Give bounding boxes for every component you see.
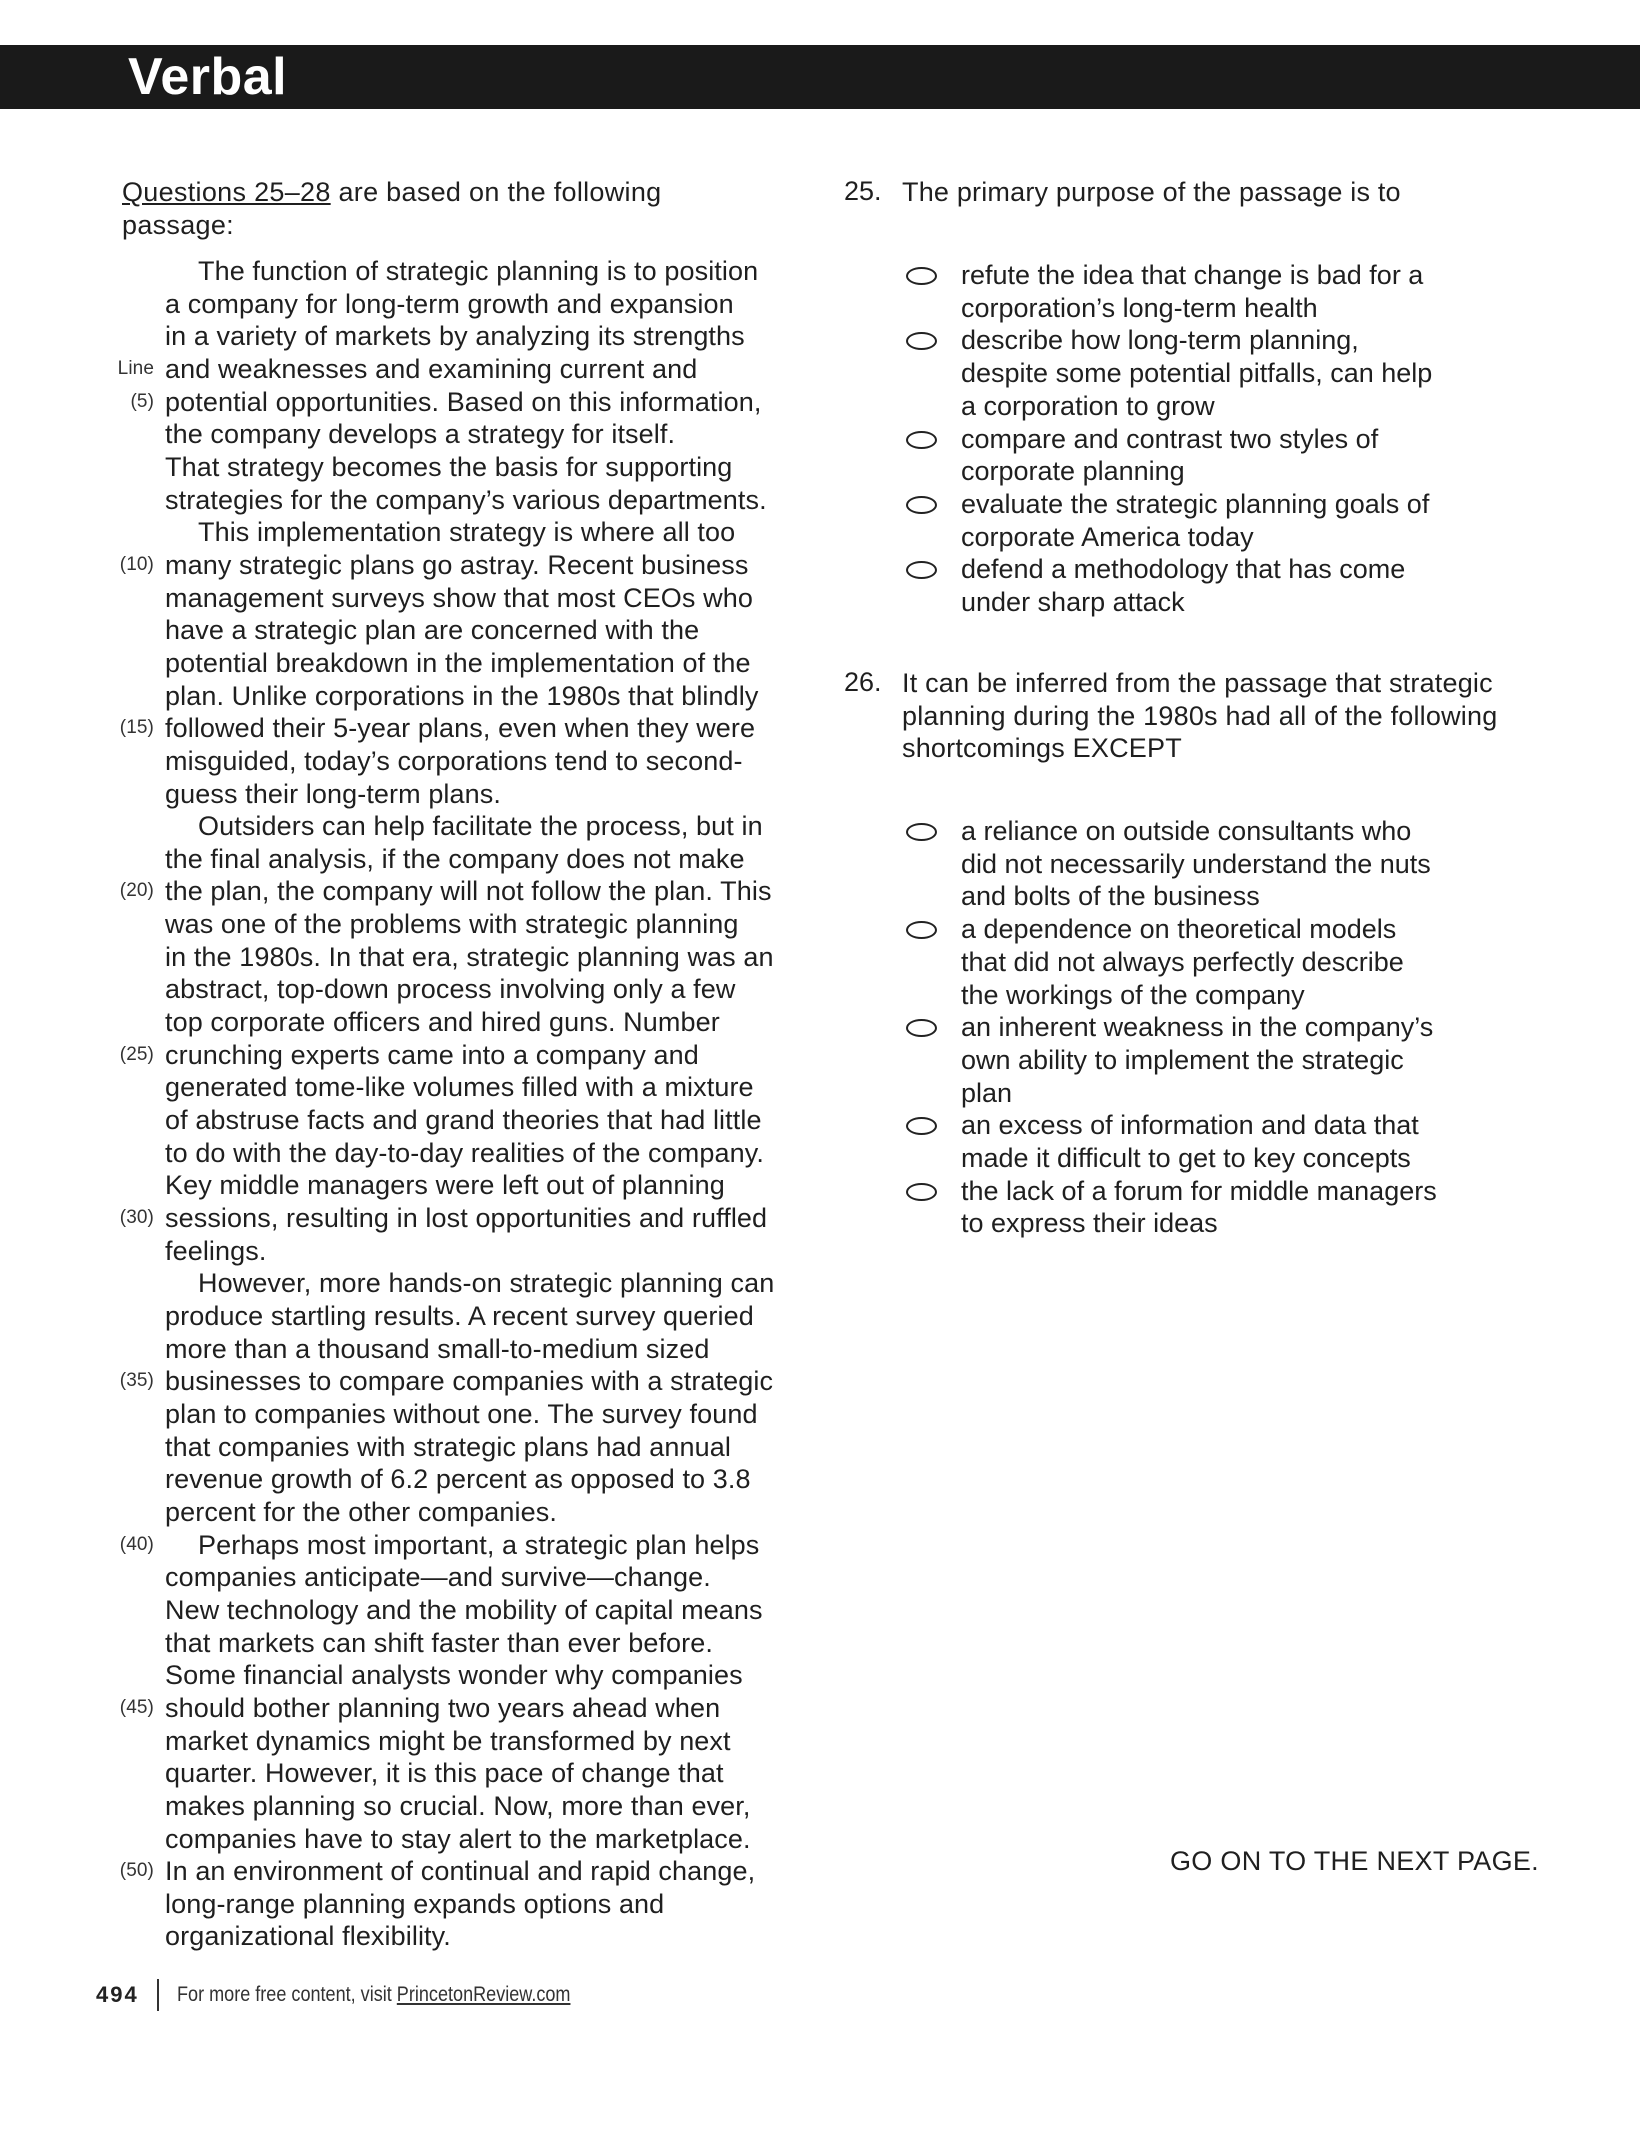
passage-text: crunching experts came into a company and [165, 1039, 699, 1070]
passage-text: the company develops a strategy for itself. [165, 419, 676, 450]
passage-line [0, 1692, 820, 1725]
passage-text: percent for the other companies. [165, 1496, 557, 1527]
answer-choice[interactable] [906, 1011, 1466, 1109]
passage-line [0, 1431, 820, 1464]
passage-text: followed their 5-year plans, even when they were [165, 713, 756, 744]
answer-choice[interactable] [906, 259, 1466, 324]
passage-line [0, 353, 820, 386]
passage-text: to do with the day-to-day realities of the company. [165, 1137, 764, 1168]
passage-line [0, 1333, 820, 1366]
passage-text: the final analysis, if the company does not make [165, 843, 745, 874]
line-number: (40) [119, 1533, 154, 1555]
passage-line [0, 1300, 820, 1333]
passage-intro [122, 176, 722, 242]
passage-line [0, 1235, 820, 1268]
passage-text: revenue growth of 6.2 percent as opposed to 3.8 [165, 1464, 751, 1495]
question-26-choices [906, 815, 1466, 1240]
passage-line [0, 1529, 820, 1562]
passage-text: quarter. However, it is this pace of change that [165, 1758, 724, 1789]
answer-bubble-icon[interactable] [906, 332, 937, 350]
answer-bubble-icon[interactable] [906, 823, 937, 841]
passage-line [0, 810, 820, 843]
question-25-number: 25. [844, 176, 882, 206]
passage-line [0, 1463, 820, 1496]
line-number: (25) [119, 1043, 154, 1065]
passage-line [0, 1039, 820, 1072]
passage-line [0, 451, 820, 484]
passage-line [0, 1169, 820, 1202]
passage-text: New technology and the mobility of capital means [165, 1594, 763, 1625]
passage-line [0, 484, 820, 517]
answer-bubble-icon[interactable] [906, 561, 937, 579]
answer-choice[interactable] [906, 1109, 1466, 1174]
princeton-review-link[interactable]: PrincetonReview.com [396, 1983, 571, 2006]
passage-text: abstract, top-down process involving only a few [165, 974, 736, 1005]
intro-text: are based on the following passage: [122, 177, 662, 240]
passage-text: Outsiders can help facilitate the process, but in [198, 811, 763, 842]
passage-line [0, 680, 820, 713]
answer-bubble-icon[interactable] [906, 496, 937, 514]
line-number: (15) [119, 717, 154, 739]
passage-text: This implementation strategy is where all too [198, 517, 736, 548]
passage-line [0, 647, 820, 680]
passage-text: many strategic plans go astray. Recent business [165, 549, 749, 580]
section-header-bar [0, 45, 1640, 109]
passage-line [0, 1888, 820, 1921]
line-number: (30) [119, 1207, 154, 1229]
passage-line [0, 288, 820, 321]
passage-line [0, 1627, 820, 1660]
answer-choice-text: a reliance on outside consultants who did not necessarily understand the nuts and bolts of the business [961, 816, 1431, 912]
answer-choice[interactable] [906, 1175, 1466, 1240]
answer-bubble-icon[interactable] [906, 431, 937, 449]
passage-line [0, 582, 820, 615]
passage-text: Some financial analysts wonder why companies [165, 1660, 743, 1691]
answer-bubble-icon[interactable] [906, 921, 937, 939]
passage-text: Perhaps most important, a strategic plan helps [198, 1529, 760, 1560]
footer-divider [157, 1979, 159, 2011]
line-number: (10) [119, 553, 154, 575]
passage-text: guess their long-term plans. [165, 778, 501, 809]
passage-text: more than a thousand small-to-medium sized [165, 1333, 710, 1364]
answer-choice-text: a dependence on theoretical models that did not always perfectly describe the workings of the company [961, 914, 1404, 1010]
answer-bubble-icon[interactable] [906, 1183, 937, 1201]
page-number: 494 [96, 1982, 139, 2007]
answer-choice[interactable] [906, 324, 1466, 422]
answer-choice[interactable] [906, 488, 1466, 553]
passage-text: and weaknesses and examining current and [165, 353, 698, 384]
passage-text: makes planning so crucial. Now, more than ever, [165, 1790, 751, 1821]
passage-line [0, 418, 820, 451]
passage-text: a company for long-term growth and expansion [165, 288, 734, 319]
line-number: (50) [119, 1860, 154, 1882]
passage-text: in a variety of markets by analyzing its strengths [165, 321, 745, 352]
passage-text: was one of the problems with strategic planning [165, 909, 739, 940]
passage-line [0, 1496, 820, 1529]
answer-choice-text: defend a methodology that has come under sharp attack [961, 554, 1406, 618]
passage-text: long-range planning expands options and [165, 1888, 665, 1919]
passage-text: sessions, resulting in lost opportunities and ruffled [165, 1203, 768, 1234]
passage-line [0, 1006, 820, 1039]
passage-text: should bother planning two years ahead when [165, 1692, 721, 1723]
passage-text: plan. Unlike corporations in the 1980s that blindly [165, 680, 759, 711]
answer-choice[interactable] [906, 815, 1466, 913]
passage-line [0, 614, 820, 647]
passage-line [0, 1202, 820, 1235]
answer-choice[interactable] [906, 423, 1466, 488]
passage-line [0, 875, 820, 908]
passage-text: However, more hands-on strategic planning can [198, 1268, 775, 1299]
answer-bubble-icon[interactable] [906, 267, 937, 285]
passage-line [0, 1561, 820, 1594]
line-number: Line [117, 357, 154, 379]
passage-text: top corporate officers and hired guns. Number [165, 1007, 720, 1038]
answer-choice-text: an inherent weakness in the company’s own ability to implement the strategic plan [961, 1012, 1434, 1108]
passage-text: have a strategic plan are concerned with the [165, 615, 700, 646]
passage-text: market dynamics might be transformed by next [165, 1725, 731, 1756]
passage-text: plan to companies without one. The survey found [165, 1398, 758, 1429]
line-number: (5) [130, 390, 154, 412]
passage-text: companies anticipate—and survive—change. [165, 1562, 711, 1593]
passage-line [0, 1594, 820, 1627]
passage-line [0, 1920, 820, 1953]
passage-line [0, 1757, 820, 1790]
question-25-stem: The primary purpose of the passage is to [902, 177, 1401, 207]
reading-passage [0, 255, 820, 1953]
passage-text: management surveys show that most CEOs who [165, 582, 753, 613]
passage-text: potential opportunities. Based on this information, [165, 386, 762, 417]
passage-text: that markets can shift faster than ever before. [165, 1627, 713, 1658]
passage-line [0, 973, 820, 1006]
passage-text: the plan, the company will not follow the plan. This [165, 876, 772, 907]
questions-reference: Questions 25–28 [122, 177, 331, 207]
passage-text: feelings. [165, 1235, 267, 1266]
page-footer [96, 1978, 634, 2012]
answer-choice-text: compare and contrast two styles of corporate planning [961, 423, 1379, 487]
passage-line [0, 1137, 820, 1170]
passage-line [0, 843, 820, 876]
answer-bubble-icon[interactable] [906, 1019, 937, 1037]
passage-text: potential breakdown in the implementation of the [165, 647, 751, 678]
passage-line [0, 1725, 820, 1758]
section-title: Verbal [128, 48, 288, 106]
answer-choice-text: refute the idea that change is bad for a corporation’s long-term health [961, 260, 1424, 323]
passage-text: That strategy becomes the basis for supporting [165, 451, 733, 482]
passage-text: generated tome-like volumes filled with a mixture [165, 1072, 754, 1103]
passage-text: produce startling results. A recent survey queried [165, 1301, 754, 1331]
passage-text: Key middle managers were left out of planning [165, 1170, 725, 1201]
answer-choice-text: the lack of a forum for middle managers to express their ideas [961, 1175, 1437, 1239]
passage-text: companies have to stay alert to the marketplace. [165, 1823, 751, 1854]
answer-choice-text: an excess of information and data that made it difficult to get to key concepts [961, 1110, 1419, 1174]
passage-text: In an environment of continual and rapid change, [165, 1856, 756, 1887]
passage-line [0, 712, 820, 745]
passage-text: The function of strategic planning is to position [198, 256, 759, 286]
question-26-stem: It can be inferred from the passage that strategic planning during the 1980s had all of the following shortcomings EXCEPT [902, 668, 1498, 764]
passage-line [0, 1267, 820, 1300]
passage-text: in the 1980s. In that era, strategic planning was an [165, 941, 774, 972]
passage-line [0, 386, 820, 419]
passage-line [0, 1104, 820, 1137]
passage-line [0, 1659, 820, 1692]
answer-choice[interactable] [906, 913, 1466, 1011]
passage-line [0, 941, 820, 974]
line-number: (45) [119, 1696, 154, 1718]
question-25-choices [906, 259, 1466, 619]
line-number: (35) [119, 1370, 154, 1392]
passage-text: organizational flexibility. [165, 1921, 451, 1952]
footer-text: For more free content, visit PrincetonReview.com [176, 1983, 571, 2006]
line-number: (20) [119, 880, 154, 902]
passage-text: that companies with strategic plans had annual [165, 1431, 731, 1462]
passage-line [0, 549, 820, 582]
passage-line [0, 320, 820, 353]
passage-line [0, 1071, 820, 1104]
passage-line [0, 1823, 820, 1856]
passage-line [0, 255, 820, 288]
passage-line [0, 1790, 820, 1823]
passage-line [0, 1365, 820, 1398]
answer-choice-text: describe how long-term planning, despite some potential pitfalls, can help a corporation to grow [961, 325, 1433, 421]
question-26-number: 26. [844, 667, 882, 697]
passage-text: of abstruse facts and grand theories that had little [165, 1105, 762, 1136]
answer-choice[interactable] [906, 553, 1466, 618]
answer-bubble-icon[interactable] [906, 1117, 937, 1135]
passage-line [0, 1855, 820, 1888]
passage-text: strategies for the company’s various departments. [165, 484, 767, 515]
answer-choice-text: evaluate the strategic planning goals of corporate America today [961, 488, 1430, 552]
passage-line [0, 908, 820, 941]
passage-line [0, 778, 820, 811]
passage-text: misguided, today’s corporations tend to second- [165, 745, 743, 776]
go-on-notice: GO ON TO THE NEXT PAGE. [1170, 1846, 1539, 1876]
passage-line [0, 1398, 820, 1431]
passage-line [0, 516, 820, 549]
passage-text: businesses to compare companies with a strategic [165, 1366, 774, 1397]
passage-line [0, 745, 820, 778]
